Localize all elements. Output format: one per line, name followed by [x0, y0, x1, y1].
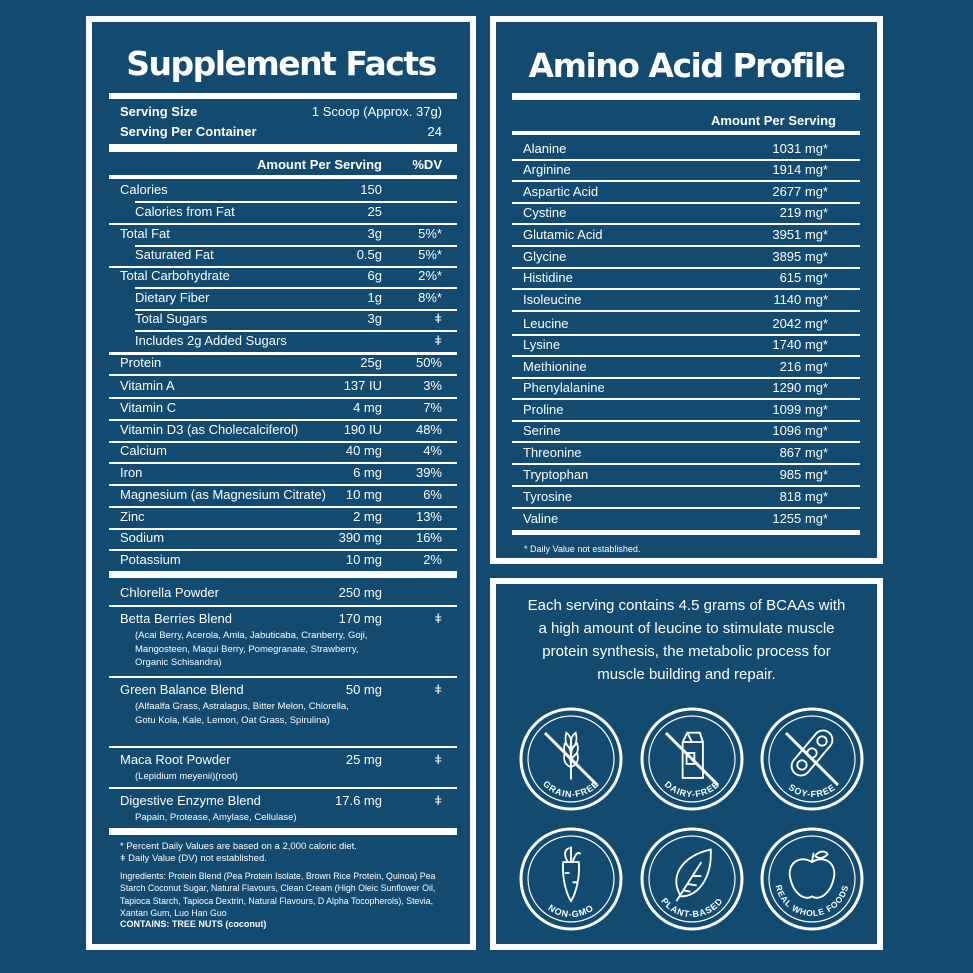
- blend-detail: (Alfaalfa Grass, Astralagus, Bitter Melon, Chlorella, Gotu Kola, Kale, Lemon, Oat Grass, Spirulina): [135, 701, 349, 726]
- amino-amount: 1290 mg*: [772, 380, 828, 395]
- blend-amount: 170 mg: [338, 611, 382, 626]
- amino-header-divider: [512, 131, 860, 135]
- nutrient-dv: 39%: [415, 465, 442, 480]
- nutrient-dv: 16%: [415, 530, 442, 545]
- amino-name: Lysine: [523, 337, 561, 352]
- badge-label: GRAIN-FREE: [541, 778, 601, 800]
- nutrient-dv: 5%*: [418, 247, 442, 262]
- nutrient-name: Vitamin A: [120, 378, 175, 393]
- nutrient-name: Iron: [120, 465, 143, 480]
- blend-divider: [109, 746, 457, 748]
- amino-amount: 2042 mg*: [772, 316, 828, 331]
- amino-amount: 818 mg*: [779, 489, 828, 504]
- amino-name: Threonine: [523, 445, 582, 460]
- nutrient-amount: 190 IU: [343, 422, 382, 437]
- amino-name: Leucine: [523, 316, 569, 331]
- nutrient-amount: 10 mg: [345, 487, 382, 502]
- contains-text: CONTAINS: TREE NUTS (coconut): [120, 919, 267, 929]
- nutrient-dv: 7%: [423, 400, 442, 415]
- nutrient-amount: 4 mg: [353, 400, 382, 415]
- amino-amount: 867 mg*: [779, 445, 828, 460]
- row-divider: [109, 549, 457, 551]
- carrot-icon: [518, 826, 624, 932]
- leaf-icon: [639, 826, 745, 932]
- amino-amount: 3895 mg*: [772, 249, 828, 264]
- nutrient-dv: 50%: [415, 355, 442, 370]
- nutrient-amount: 6g: [367, 268, 382, 283]
- nutrient-dv: 4%: [423, 443, 442, 458]
- amino-divider: [512, 245, 860, 247]
- blend-amount: 50 mg: [345, 682, 382, 697]
- amino-divider: [512, 485, 860, 487]
- nutrient-amount: 150: [360, 182, 382, 197]
- nutrient-name: Total Sugars: [135, 311, 208, 326]
- nutrient-dv: 8%*: [418, 290, 442, 305]
- servings-value: 24: [427, 124, 442, 139]
- amino-amount: 219 mg*: [779, 205, 828, 220]
- nutrient-name: Total Fat: [120, 226, 170, 241]
- supplement-facts-title: Supplement Facts: [126, 44, 436, 83]
- amino-amount-header: Amount Per Serving: [711, 113, 836, 128]
- soybean-icon: [759, 706, 865, 812]
- amino-amount: 1140 mg*: [773, 292, 828, 307]
- nutrient-dv: 5%*: [418, 226, 442, 241]
- row-divider: [135, 330, 457, 332]
- nutrient-name: Vitamin C: [120, 400, 177, 415]
- nutrient-amount: 390 mg: [338, 530, 382, 545]
- amount-header: Amount Per Serving: [257, 157, 382, 172]
- amino-divider: [512, 288, 860, 290]
- amino-divider: [512, 355, 860, 357]
- nutrient-dv: 2%*: [418, 268, 442, 283]
- blend-dv: ǂ: [434, 682, 442, 697]
- row-divider: [109, 397, 457, 399]
- amino-name: Alanine: [523, 141, 567, 156]
- badge-label: PLANT-BASED: [659, 895, 725, 920]
- nutrient-amount: 137 IU: [343, 378, 382, 393]
- amino-divider: [512, 398, 860, 400]
- row-divider: [109, 506, 457, 508]
- blend-bottom-divider: [109, 828, 457, 835]
- ingredients-text: Ingredients: Protein Blend (Pea Protein Isolate, Brown Rice Protein, Quinoa) Pea Starch Coconut Sugar, Natural Flavours, Clean Cream (High Oleic Sunflower Oil, Tapioca Starch, Tapioca Dextrin, Natural Flavours, D Alpha Tocopherols), Stevia, Xantan Gum, Luo Han Guo: [120, 871, 436, 919]
- amino-name: Methionine: [523, 359, 587, 374]
- amino-amount: 1255 mg*: [772, 511, 828, 526]
- blend-divider: [109, 787, 457, 789]
- nutrient-amount: 1g: [367, 290, 382, 305]
- amino-divider: [512, 377, 860, 379]
- nutrient-name: Includes 2g Added Sugars: [135, 333, 287, 348]
- amino-divider: [512, 223, 860, 225]
- blend-detail: Papain, Protease, Amylase, Cellulase): [135, 812, 297, 823]
- nutrient-dv: 48%: [415, 422, 442, 437]
- dv-header: %DV: [412, 157, 442, 172]
- nutrient-dv: 2%: [423, 552, 442, 567]
- row-divider: [109, 419, 457, 421]
- blend-dv: ǂ: [434, 793, 442, 808]
- badge-non-gmo: [518, 826, 624, 932]
- nutrient-name: Sodium: [120, 530, 165, 545]
- nutrient-name: Calories from Fat: [135, 204, 235, 219]
- amino-divider: [512, 310, 860, 312]
- amino-divider: [512, 202, 860, 204]
- nutrient-name: Dietary Fiber: [135, 290, 210, 305]
- nutrient-dv: ǂ: [434, 311, 442, 326]
- badge-dairy-free: [639, 706, 745, 812]
- nutrient-name: Potassium: [120, 552, 181, 567]
- badge-grain-free: [518, 706, 624, 812]
- amino-name: Serine: [523, 423, 561, 438]
- amino-acid-panel: [490, 16, 883, 564]
- amino-divider: [512, 159, 860, 161]
- nutrient-amount: 6 mg: [353, 465, 382, 480]
- footnote-dv: * Percent Daily Values are based on a 2,000 caloric diet.: [120, 841, 357, 852]
- blend-name: Digestive Enzyme Blend: [120, 793, 261, 808]
- nutrient-amount: 0.5g: [356, 247, 382, 262]
- amino-name: Proline: [523, 402, 564, 417]
- amino-amount: 1740 mg*: [772, 337, 828, 352]
- amino-name: Glutamic Acid: [523, 227, 603, 242]
- badge-label: SOY-FREE: [786, 782, 838, 800]
- supplement-facts-panel: [86, 16, 476, 950]
- amino-divider: [512, 507, 860, 509]
- servings-label: Serving Per Container: [120, 124, 257, 139]
- amino-divider: [512, 334, 860, 336]
- nutrient-dv: ǂ: [434, 333, 442, 348]
- nutrient-amount: 2 mg: [353, 509, 382, 524]
- nutrient-amount: 25: [367, 204, 382, 219]
- badge-soy-free: [759, 706, 865, 812]
- nutrient-amount: 3g: [367, 226, 382, 241]
- amino-amount: 985 mg*: [779, 467, 828, 482]
- serving-divider: [109, 144, 457, 152]
- wheat-icon: [518, 706, 624, 812]
- bcaa-panel: [490, 578, 883, 950]
- serving-size-value: 1 Scoop (Approx. 37g): [311, 104, 442, 119]
- amino-name: Histidine: [523, 270, 573, 285]
- blend-divider: [109, 676, 457, 678]
- blend-amount: 17.6 mg: [335, 793, 382, 808]
- blend-divider: [109, 605, 457, 607]
- amino-name: Tyrosine: [523, 489, 573, 504]
- row-divider: [109, 462, 457, 464]
- row-divider: [109, 374, 457, 376]
- amino-divider: [512, 180, 860, 182]
- amino-footnote: * Daily Value not established.: [524, 544, 641, 554]
- nutrient-dv: 3%: [423, 378, 442, 393]
- amino-name: Phenylalanine: [523, 380, 605, 395]
- amino-name: Aspartic Acid: [523, 184, 599, 199]
- badge-plant-based: [639, 826, 745, 932]
- nutrient-name: Vitamin D3 (as Cholecalciferol): [120, 422, 299, 437]
- amino-bottom-divider: [512, 530, 860, 535]
- nutrient-name: Calcium: [120, 443, 167, 458]
- header-divider: [109, 175, 457, 179]
- amino-name: Tryptophan: [523, 467, 589, 482]
- badge-label: REAL WHOLE FOODS: [773, 883, 851, 919]
- apple-icon: [759, 826, 865, 932]
- amino-name: Isoleucine: [523, 292, 582, 307]
- amino-name: Cystine: [523, 205, 567, 220]
- nutrient-name: Total Carbohydrate: [120, 268, 230, 283]
- nutrient-name: Zinc: [120, 509, 145, 524]
- amino-name: Arginine: [523, 162, 571, 177]
- top-divider: [109, 93, 457, 99]
- badge-label: DAIRY-FREE: [662, 779, 722, 800]
- badge-label: NON-GMO: [546, 902, 596, 920]
- row-divider: [135, 287, 457, 289]
- blend-name: Chlorella Powder: [120, 585, 219, 600]
- amino-amount: 216 mg*: [779, 359, 828, 374]
- amino-divider: [512, 463, 860, 465]
- nutrient-amount: 40 mg: [345, 443, 382, 458]
- nutrient-amount: 3g: [367, 311, 382, 326]
- row-divider: [109, 484, 457, 486]
- blend-detail: (Lepidium meyenii)(root): [135, 771, 238, 782]
- amino-amount: 2677 mg*: [772, 184, 828, 199]
- blend-detail: (Acai Berry, Acerola, Amla, Jabuticaba, Cranberry, Goji, Mangosteen, Maqui Berry, Pomegranate, Strawberry, Organic Schisandra): [135, 630, 368, 668]
- blend-amount: 250 mg: [338, 585, 382, 600]
- milk-carton-icon: [639, 706, 745, 812]
- amino-divider: [512, 441, 860, 443]
- row-divider: [135, 201, 457, 203]
- amino-amount: 1096 mg*: [772, 423, 828, 438]
- nutrient-bottom-divider: [109, 571, 457, 578]
- nutrient-name: Saturated Fat: [135, 247, 214, 262]
- nutrient-dv: 13%: [415, 509, 442, 524]
- amino-amount: 1099 mg*: [772, 402, 828, 417]
- blend-dv: ǂ: [434, 752, 442, 767]
- nutrient-name: Calories: [120, 182, 168, 197]
- footnote-not-established: ǂ Daily Value (DV) not established.: [120, 853, 267, 864]
- amino-divider: [512, 267, 860, 269]
- blend-name: Maca Root Powder: [120, 752, 231, 767]
- amino-name: Valine: [523, 511, 559, 526]
- nutrient-name: Protein: [120, 355, 162, 370]
- blend-name: Green Balance Blend: [120, 682, 244, 697]
- blend-name: Betta Berries Blend: [120, 611, 233, 626]
- blend-amount: 25 mg: [345, 752, 382, 767]
- nutrient-dv: 6%: [423, 487, 442, 502]
- amino-acid-title: Amino Acid Profile: [528, 46, 845, 85]
- amino-name: Glycine: [523, 249, 567, 264]
- amino-divider: [512, 420, 860, 422]
- blend-dv: ǂ: [434, 611, 442, 626]
- bcaa-description: Each serving contains 4.5 grams of BCAAs with a high amount of leucine to stimulate muscle protein synthesis, the metabolic process for muscle building and repair.: [527, 597, 846, 683]
- nutrient-amount: 25g: [360, 355, 382, 370]
- row-divider: [109, 223, 457, 225]
- amino-amount: 615 mg*: [779, 270, 828, 285]
- nutrient-name: Magnesium (as Magnesium Citrate): [120, 487, 326, 502]
- amino-top-divider: [512, 93, 860, 100]
- amino-amount: 1914 mg*: [772, 162, 828, 177]
- amino-amount: 3951 mg*: [772, 227, 828, 242]
- amino-amount: 1031 mg*: [772, 141, 828, 156]
- serving-size-label: Serving Size: [120, 104, 198, 119]
- nutrient-amount: 10 mg: [345, 552, 382, 567]
- badge-real-whole-foods: [759, 826, 865, 932]
